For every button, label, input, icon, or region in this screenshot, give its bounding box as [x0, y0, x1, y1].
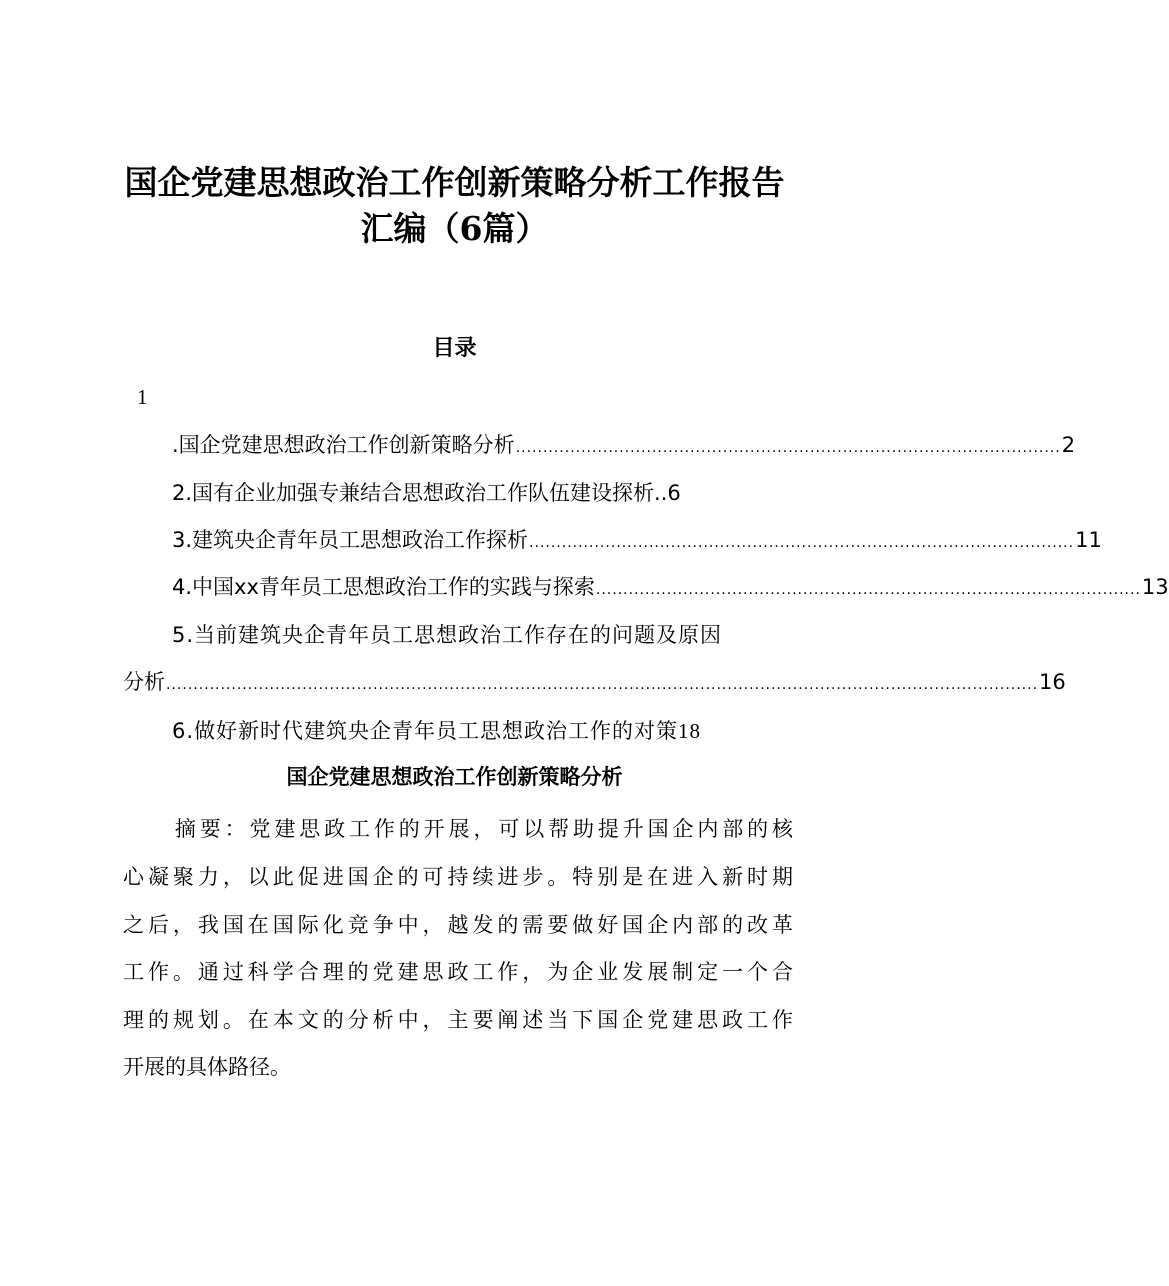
toc-leader-dots: ....................................................................................................	[529, 535, 1075, 551]
toc-item-page: 13	[1141, 575, 1169, 599]
toc-leader-dots: ....................................................................................................	[515, 440, 1061, 456]
abstract-line: 理的规划。在本文的分析中，主要阐述当下国企党建思政工作	[123, 1008, 793, 1032]
toc-item-5-continuation[interactable]	[123, 667, 1066, 700]
toc-item-continuation: 分析	[123, 670, 165, 694]
toc-item-text: 6.做好新时代建筑央企青年员工思想政治工作的对策	[172, 719, 679, 743]
toc-item-1[interactable]	[172, 430, 1076, 463]
toc-item-page: 16	[1039, 670, 1066, 694]
toc-leader-dots: ....................................................................................................	[595, 582, 1141, 598]
toc-item-5[interactable]	[172, 620, 797, 650]
section-title: 国企党建思想政治工作创新策略分析	[286, 764, 623, 789]
toc-item-4[interactable]	[172, 572, 1169, 605]
toc-leading-number: 1	[137, 385, 148, 409]
abstract-line: 开展的具体路径。	[123, 1055, 291, 1079]
toc-item-page: 11	[1075, 528, 1102, 552]
toc-item-text: 4.中国xx青年员工思想政治工作的实践与探索	[172, 575, 595, 599]
toc-item-6[interactable]	[172, 716, 792, 746]
toc-item-text: 5.当前建筑央企青年员工思想政治工作存在的问题及原因	[172, 623, 723, 647]
abstract-line: 工作。通过科学合理的党建思政工作，为企业发展制定一个合	[123, 960, 793, 984]
abstract-line: 心凝聚力，以此促进国企的可持续进步。特别是在进入新时期	[123, 865, 793, 889]
toc-item-page: 2	[1061, 433, 1076, 457]
toc-item-page: 18	[678, 719, 702, 743]
abstract-line: 之后，我国在国际化竞争中，越发的需要做好国企内部的改革	[123, 913, 793, 937]
toc-item-text: .国企党建思想政治工作创新策略分析	[172, 433, 515, 457]
abstract-line: 摘要：党建思政工作的开展，可以帮助提升国企内部的核	[171, 817, 793, 841]
toc-item-page: .6	[660, 481, 681, 505]
toc-leader-dots: ................................................................................................................................................................	[166, 677, 1039, 693]
document-title-line-2: 汇编（6篇）	[360, 209, 549, 248]
toc-item-3[interactable]	[172, 525, 1102, 558]
toc-item-2[interactable]	[172, 478, 792, 508]
document-title-line-1: 国企党建思想政治工作创新策略分析工作报告	[124, 163, 785, 202]
toc-item-text: 3.建筑央企青年员工思想政治工作探析	[172, 528, 529, 552]
toc-item-text: 2.国有企业加强专兼结合思想政治工作队伍建设探析.	[172, 481, 661, 505]
toc-heading: 目录	[432, 335, 477, 361]
